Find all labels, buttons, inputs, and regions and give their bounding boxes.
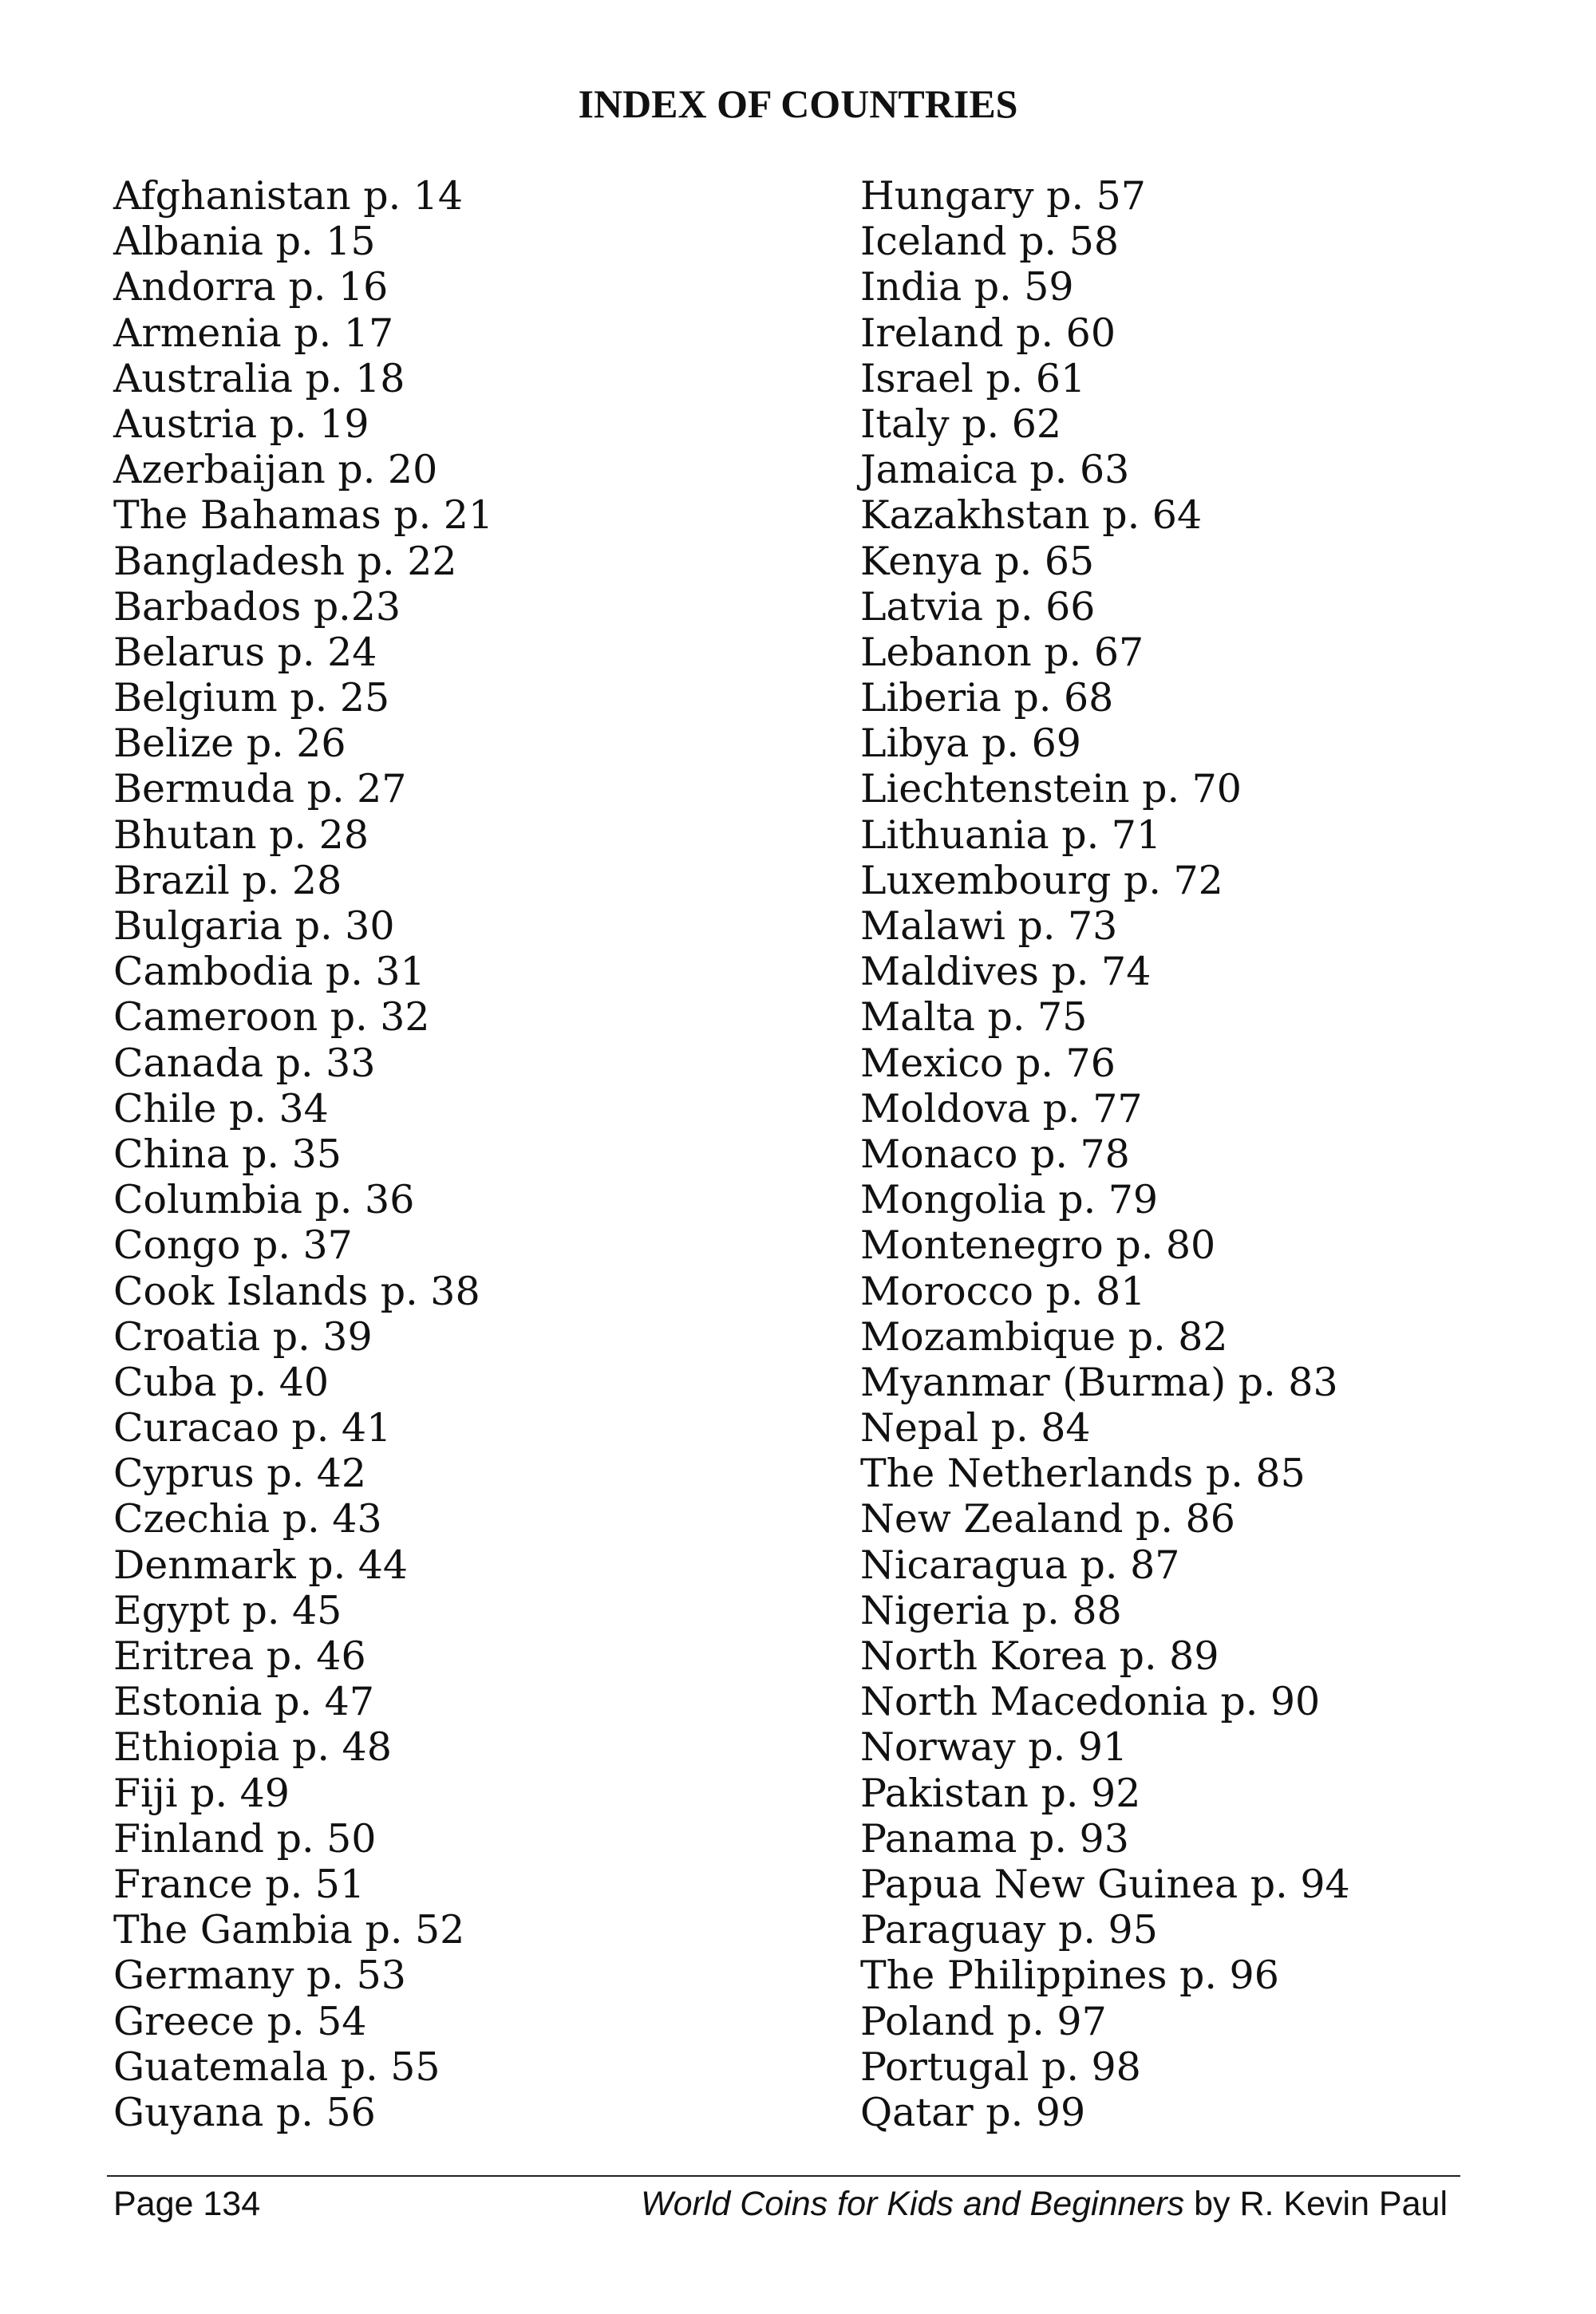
index-entry: Cyprus p. 42 (113, 1451, 367, 1497)
author-byline: by R. Kevin Paul (1184, 2185, 1448, 2223)
index-entry: Liechtenstein p. 70 (860, 766, 1242, 812)
index-entry: Kenya p. 65 (860, 538, 1095, 584)
index-entry: Portugal p. 98 (860, 2044, 1141, 2090)
index-entry: Lithuania p. 71 (860, 811, 1162, 858)
index-entry: Qatar p. 99 (860, 2089, 1086, 2135)
index-entry: Bhutan p. 28 (113, 811, 369, 858)
index-entry: Albania p. 15 (113, 219, 376, 265)
index-entry: Iceland p. 58 (860, 219, 1120, 265)
index-entry: The Bahamas p. 21 (113, 492, 494, 539)
index-entry: Cook Islands p. 38 (113, 1268, 480, 1314)
index-entry: Egypt p. 45 (113, 1587, 342, 1633)
index-entry: Eritrea p. 46 (113, 1633, 366, 1679)
index-entry: Hungary p. 57 (860, 173, 1146, 219)
index-entry: Ethiopia p. 48 (113, 1724, 392, 1771)
index-column-left (113, 173, 493, 2135)
footer-divider (107, 2175, 1460, 2177)
index-entry: The Netherlands p. 85 (860, 1451, 1306, 1497)
index-entry: Kazakhstan p. 64 (860, 492, 1203, 539)
index-entry: Ireland p. 60 (860, 310, 1116, 356)
page-number: Page 134 (113, 2185, 261, 2223)
index-entry: Nicaragua p. 87 (860, 1542, 1180, 1588)
index-entry: China p. 35 (113, 1131, 342, 1177)
index-entry: Belarus p. 24 (113, 629, 377, 675)
index-entry: India p. 59 (860, 264, 1074, 310)
index-entry: Armenia p. 17 (113, 310, 394, 356)
index-entry: Liberia p. 68 (860, 675, 1114, 721)
index-entry: Israel p. 61 (860, 355, 1086, 401)
book-title: World Coins for Kids and Beginners (641, 2185, 1185, 2223)
index-entry: Austria p. 19 (113, 401, 369, 447)
index-entry: Belgium p. 25 (113, 675, 390, 721)
index-entry: Lebanon p. 67 (860, 629, 1144, 675)
index-entry: Cambodia p. 31 (113, 949, 425, 995)
index-entry: Luxembourg p. 72 (860, 857, 1223, 903)
index-entry: France p. 51 (113, 1861, 365, 1907)
index-entry: Poland p. 97 (860, 1998, 1107, 2044)
index-entry: Estonia p. 47 (113, 1679, 374, 1725)
running-footer (641, 2182, 1448, 2225)
page-title: INDEX OF COUNTRIES (578, 81, 1018, 126)
index-entry: Guyana p. 56 (113, 2089, 376, 2135)
index-entry: Papua New Guinea p. 94 (860, 1861, 1350, 1907)
index-entry: Cameroon p. 32 (113, 994, 430, 1041)
index-entry: Finland p. 50 (113, 1815, 377, 1862)
index-entry: Monaco p. 78 (860, 1131, 1130, 1177)
index-column-right (860, 173, 1350, 2135)
index-entry: Afghanistan p. 14 (113, 173, 464, 219)
index-entry: Azerbaijan p. 20 (113, 447, 438, 493)
index-entry: Bulgaria p. 30 (113, 903, 395, 949)
index-entry: Mongolia p. 79 (860, 1177, 1159, 1223)
index-entry: Italy p. 62 (860, 401, 1062, 447)
index-entry: Fiji p. 49 (113, 1770, 290, 1816)
index-entry: Malta p. 75 (860, 994, 1088, 1041)
index-entry: Chile p. 34 (113, 1085, 329, 1131)
index-entry: Norway p. 91 (860, 1724, 1128, 1771)
index-entry: North Korea p. 89 (860, 1633, 1219, 1679)
index-entry: Moldova p. 77 (860, 1085, 1143, 1131)
index-entry: Greece p. 54 (113, 1998, 367, 2044)
index-entry: Malawi p. 73 (860, 903, 1118, 949)
index-entry: Bangladesh p. 22 (113, 538, 457, 584)
index-entry: Mozambique p. 82 (860, 1313, 1228, 1360)
index-entry: Libya p. 69 (860, 721, 1081, 767)
index-entry: Panama p. 93 (860, 1815, 1129, 1862)
index-entry: Nepal p. 84 (860, 1405, 1091, 1451)
index-entry: Nigeria p. 88 (860, 1587, 1122, 1633)
index-entry: Czechia p. 43 (113, 1496, 382, 1542)
index-entry: Brazil p. 28 (113, 857, 342, 903)
index-entry: Latvia p. 66 (860, 583, 1096, 630)
index-entry: Morocco p. 81 (860, 1268, 1146, 1314)
index-entry: Myanmar (Burma) p. 83 (860, 1359, 1338, 1405)
index-entry: Jamaica p. 63 (860, 447, 1130, 493)
index-entry: Congo p. 37 (113, 1222, 353, 1269)
index-entry: Bermuda p. 27 (113, 766, 407, 812)
index-entry: North Macedonia p. 90 (860, 1679, 1321, 1725)
index-entry: Columbia p. 36 (113, 1177, 415, 1223)
index-entry: Paraguay p. 95 (860, 1907, 1158, 1953)
index-entry: The Gambia p. 52 (113, 1907, 465, 1953)
index-entry: Montenegro p. 80 (860, 1222, 1216, 1269)
index-entry: Australia p. 18 (113, 355, 405, 401)
index-entry: Croatia p. 39 (113, 1313, 373, 1360)
index-entry: Curacao p. 41 (113, 1405, 392, 1451)
index-entry: New Zealand p. 86 (860, 1496, 1235, 1542)
index-entry: Canada p. 33 (113, 1040, 376, 1086)
index-entry: Maldives p. 74 (860, 949, 1152, 995)
index-entry: Andorra p. 16 (113, 264, 389, 310)
index-entry: Belize p. 26 (113, 721, 346, 767)
index-entry: Denmark p. 44 (113, 1542, 409, 1588)
index-entry: The Philippines p. 96 (860, 1953, 1279, 1999)
index-entry: Guatemala p. 55 (113, 2044, 440, 2090)
index-entry: Mexico p. 76 (860, 1040, 1116, 1086)
index-entry: Pakistan p. 92 (860, 1770, 1141, 1816)
index-entry: Barbados p.23 (113, 583, 401, 630)
index-entry: Cuba p. 40 (113, 1359, 330, 1405)
index-entry: Germany p. 53 (113, 1953, 406, 1999)
